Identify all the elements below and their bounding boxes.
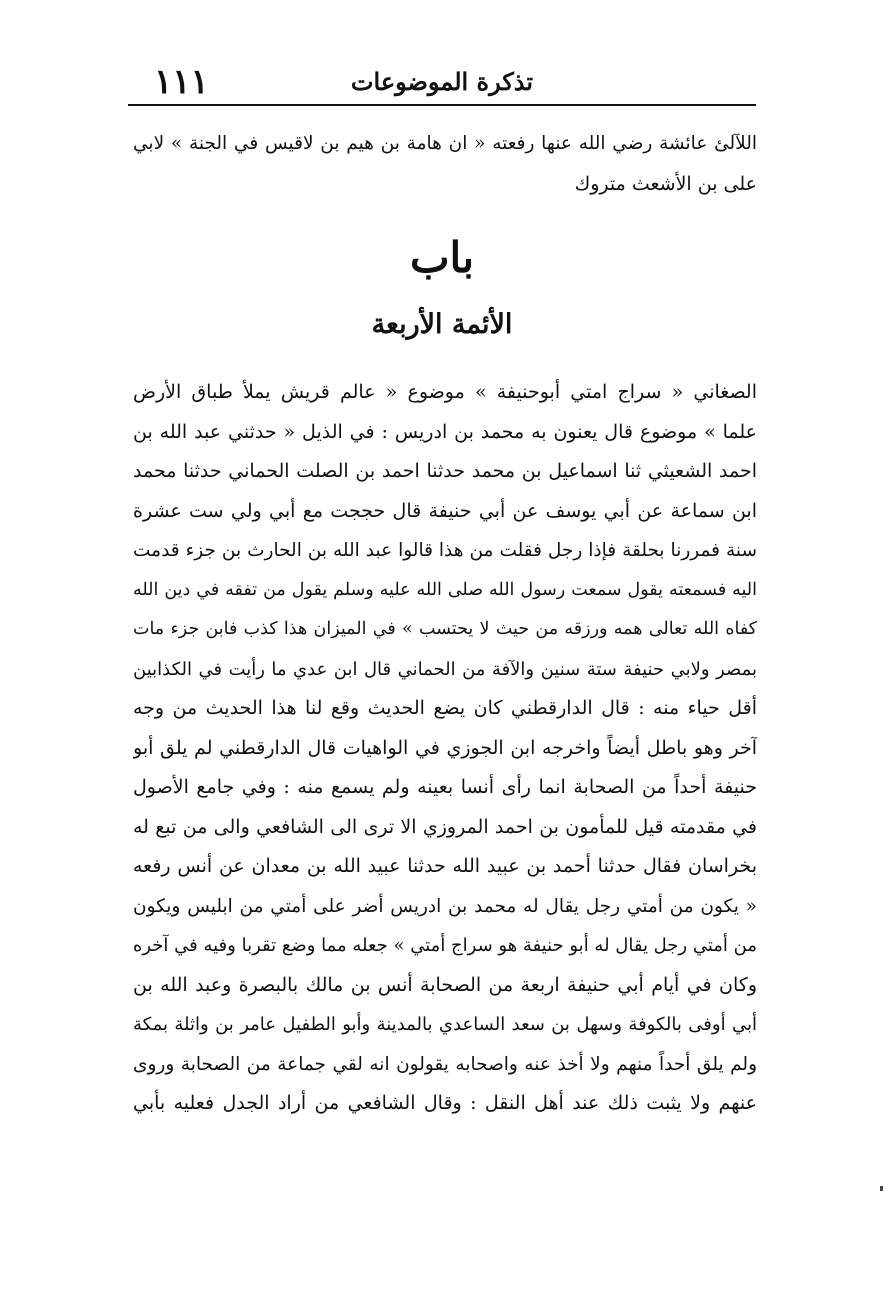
margin-mark	[880, 1186, 883, 1191]
text-line: عنهم ولا يثبت ذلك عند أهل النقل : وقال الشافعي من أراد الجدل فعليه بأبي	[133, 1092, 757, 1114]
chapter-subtitle: الأئمة الأربعة	[371, 309, 513, 340]
header-rule	[128, 104, 756, 106]
text-line: بخراسان فقال حدثنا أحمد بن عبيد الله حدثنا عبيد الله بن معدان عن أنس رفعه	[133, 855, 757, 877]
running-title: تذكرة الموضوعات	[350, 67, 534, 96]
text-line: حنيفة أحداً من الصحابة انما رأى أنسا بعينه ولم يسمع منه : وفي جامع الأصول	[133, 776, 757, 798]
text-line: من أمتي رجل يقال له أبو حنيفة هو سراج أمتي » جعله مما وضع تقربا وفيه في آخره	[133, 935, 757, 956]
page-number: ١١١	[154, 62, 209, 102]
text-line: ابن سماعة عن أبي يوسف عن أبي حنيفة قال حججت مع أبي ولي ست عشرة	[133, 499, 757, 522]
text-line: اللآلئ عائشة رضي الله عنها رفعته « ان هامة بن هيم بن لاقيس في الجنة » لابي	[133, 133, 757, 154]
text-line: احمد الشعيثي ثنا اسماعيل بن محمد حدثنا احمد بن الصلت الحماني حدثنا محمد	[133, 460, 757, 482]
text-line: الصغاني « سراج امتي أبوحنيفة » موضوع « عالم قريش يملأ طباق الأرض	[133, 381, 757, 403]
text-line: أبي أوفى بالكوفة وسهل بن سعد الساعدي بالمدينة وأبو الطفيل عامر بن واثلة بمكة	[133, 1014, 757, 1035]
intro-paragraph	[133, 124, 757, 204]
text-line: وكان في أيام أبي حنيفة اربعة من الصحابة أنس بن مالك بالبصرة وعبد الله بن	[133, 973, 757, 996]
text-line: في مقدمته قيل للمأمون بن احمد المروزي الا ترى الى الشافعي والى من تبع له	[133, 815, 757, 838]
text-line: أقل حياء منه : قال الدارقطني كان يضع الحديث وقع لنا هذا الحديث من وجه	[133, 697, 757, 719]
text-line: علما » موضوع قال يعنون به محمد بن ادريس : في الذيل « حدثني عبد الله بن	[133, 420, 757, 443]
text-line: سنة فمررنا بحلقة فإذا رجل فقلت من هذا قالوا عبد الله بن الحارث بن جزء قدمت	[133, 540, 757, 561]
text-line: اليه فسمعته يقول سمعت رسول الله صلى الله عليه وسلم يقول من تفقه في دين الله	[133, 579, 757, 600]
page-header	[128, 62, 756, 106]
text-line: آخر وهو باطل أيضاً واخرجه ابن الجوزي في الواهيات قال الدارقطني لم يلق أبو	[133, 736, 757, 759]
body-paragraph	[133, 373, 757, 1124]
chapter-title: باب	[409, 233, 475, 282]
text-line: بمصر ولابي حنيفة ستة سنين والآفة من الحماني قال ابن عدي ما رأيت في الكذابين	[133, 658, 757, 680]
text-line: على بن الأشعث متروك	[574, 173, 757, 195]
text-line: كفاه الله تعالى همه ورزقه من حيث لا يحتسب » في الميزان هذا كذب فابن جزء مات	[133, 619, 757, 639]
text-line: « يكون من أمتي رجل يقال له محمد بن ادريس أضر على أمتي من ابليس ويكون	[133, 895, 757, 917]
text-line: ولم يلق أحداً منهم ولا أخذ عنه واصحابه يقولون انه لقي جماعة من الصحابة وروى	[133, 1053, 757, 1075]
